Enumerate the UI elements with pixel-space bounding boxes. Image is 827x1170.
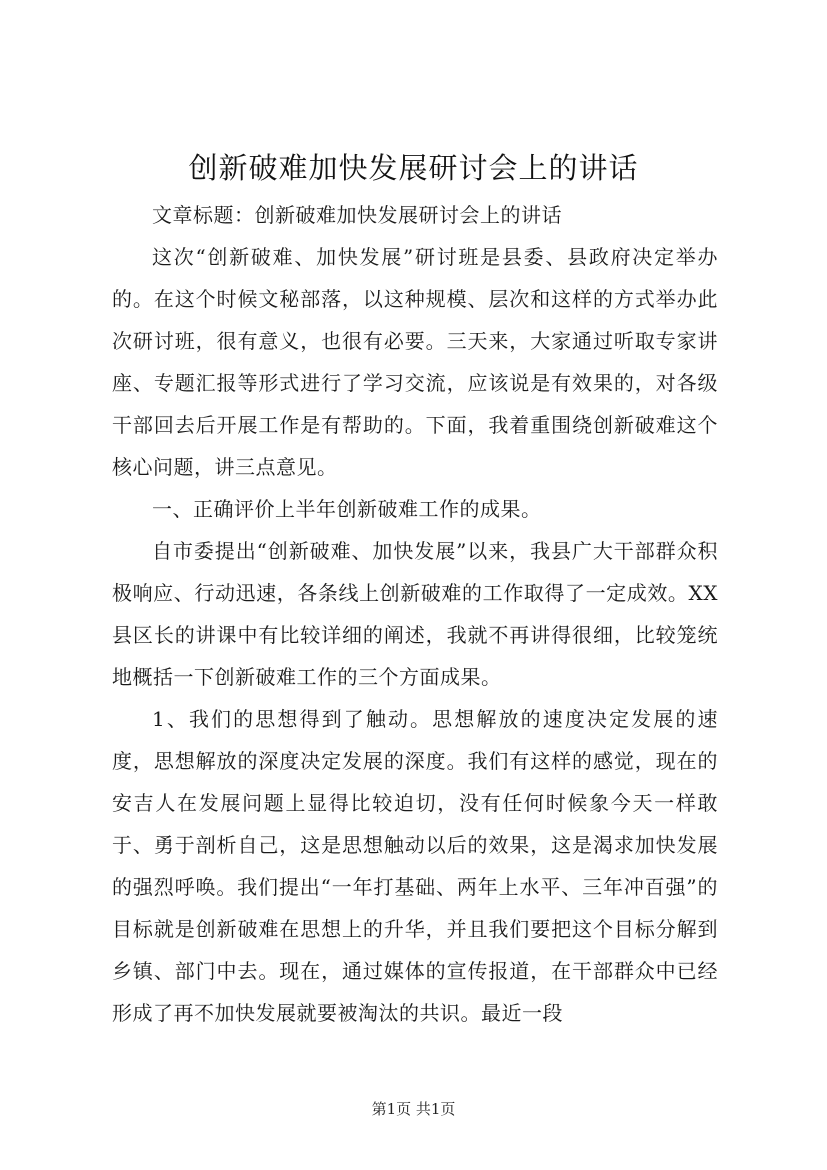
paragraph-section-1: 自市委提出“创新破难、加快发展”以来，我县广大干部群众积极响应、行动迅速，各条线上创新破难的工作取得了一定成效。XX县区长的讲课中有比较详细的阐述，我就不再讲得很细，比较笼统地概括一下创新破难工作的三个方面成果。	[112, 539, 718, 689]
page-footer: 第1页 共1页	[371, 1100, 456, 1118]
section-heading-1: 一、正确评价上半年创新破难工作的成果。	[152, 497, 542, 521]
document-body	[112, 194, 718, 1034]
article-title-line: 文章标题：创新破难加快发展研讨会上的讲话	[152, 203, 562, 227]
paragraph-intro: 这次“创新破难、加快发展”研讨班是县委、县政府决定举办的。在这个时候文秘部落，以这种规模、层次和这样的方式举办此次研讨班，很有意义，也很有必要。三天来，大家通过听取专家讲座、专题汇报等形式进行了学习交流，应该说是有效果的，对各级干部回去后开展工作是有帮助的。下面，我着重围绕创新破难这个核心问题，讲三点意见。	[112, 245, 718, 479]
paragraph-point-1: 1、我们的思想得到了触动。思想解放的速度决定发展的速度，思想解放的深度决定发展的深度。我们有这样的感觉，现在的安吉人在发展问题上显得比较迫切，没有任何时候象今天一样敢于、勇于剖析自己，这是思想触动以后的效果，这是渴求加快发展的强烈呼唤。我们提出“一年打基础、两年上水平、三年冲百强”的目标就是创新破难在思想上的升华，并且我们要把这个目标分解到乡镇、部门中去。现在，通过媒体的宣传报道，在干部群众中已经形成了再不加快发展就要被淘汰的共识。最近一段	[112, 707, 718, 1025]
document-title: 创新破难加快发展研讨会上的讲话	[188, 151, 639, 185]
